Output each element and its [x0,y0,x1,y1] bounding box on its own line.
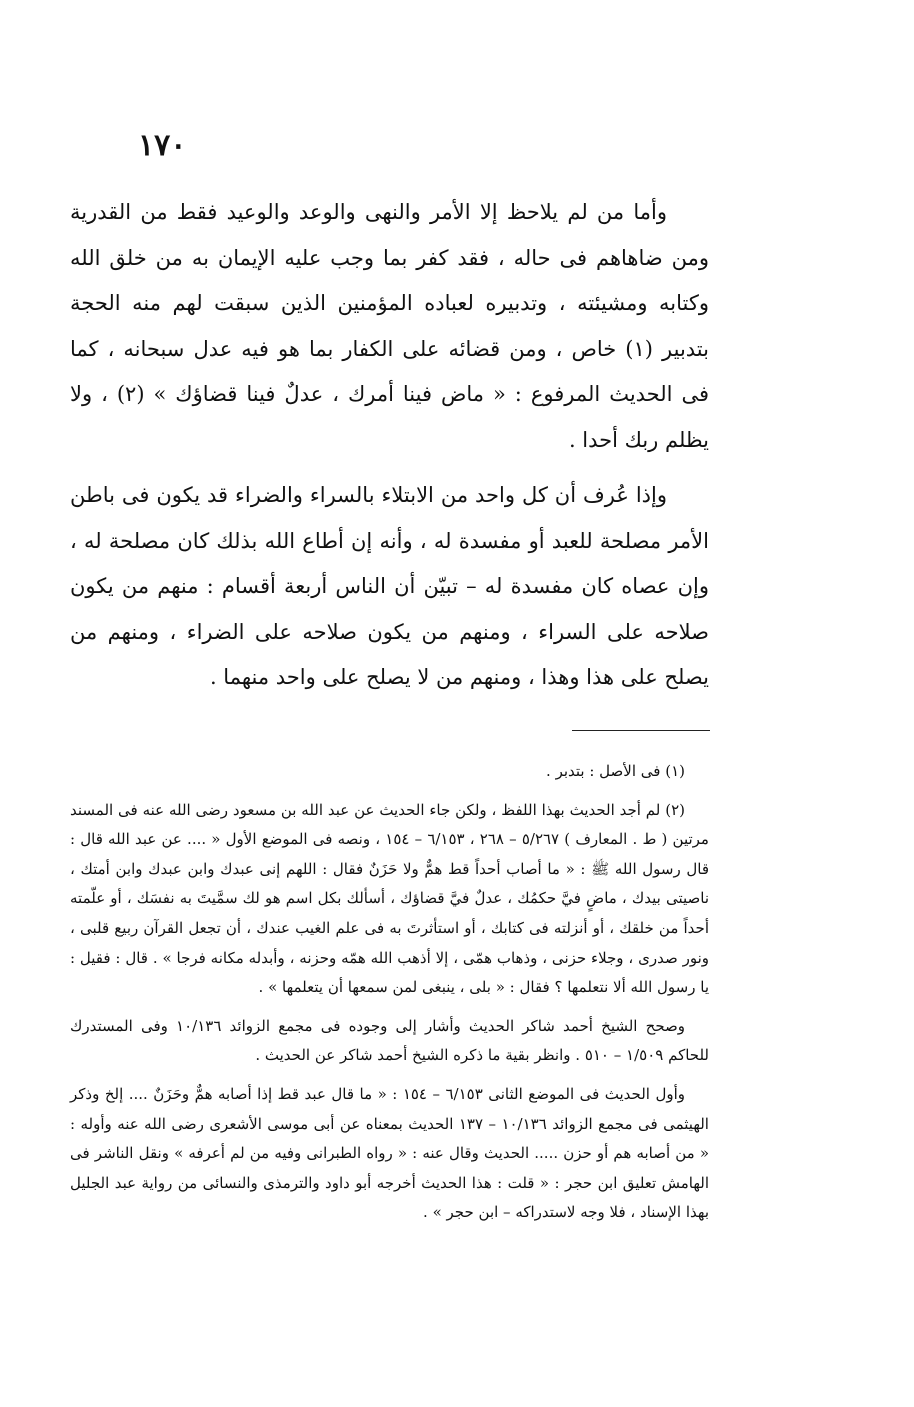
footnote-1: (١) فى الأصل : بتدبر . [546,762,685,780]
footnote-2: (٢) لم أجد الحديث بهذا اللفظ ، ولكن جاء الحديث عن عبد الله بن مسعود رضى الله عنه فى المسند مرتين ( ط . المعارف ) ٥/٢٦٧ – ٢٦٨ ، ٦/١٥٣ – ١٥٤ ، ونصه فى الموضع الأول « .... عن عبد الله قال : قال رسول الله ﷺ : « ما أصاب أحداً قط همٌّ ولا حَزَنٌ فقال : اللهم إنى عبدك وابن عبدك وابن أمتك ، ناصيتى بيدك ، ماضٍ فيَّ حكمُك ، عدلٌ فيَّ قضاؤك ، أسألك بكل اسم هو لك سمَّيتَ به نفسَك ، أو علّمته أحداً من خلقك ، أو أنزلته فى كتابك ، أو استأثرتَ به فى علم الغيب عندك ، أن تجعل القرآن ربيع قلبى ، ونور صدرى ، وجلاء حزنى ، وذهاب همّى ، إلا أذهب الله همّه وحزنه ، وأبدله مكانه فرجا » . قال : فقيل : يا رسول الله ألا نتعلمها ؟ فقال : « بلى ، ينبغى لمن سمعها أن يتعلمها » . [70,800,709,997]
footnote-2-continuation: وصحح الشيخ أحمد شاكر الحديث وأشار إلى وجوده فى مجمع الزوائد ١٠/١٣٦ وفى المستدرك للحاكم ١/٥٠٩ – ٥١٠ . وانظر بقية ما ذكره الشيخ أحمد شاكر عن الحديث . [70,1016,709,1065]
footnote-divider [572,730,710,731]
main-paragraph: وإذا عُرف أن كل واحد من الابتلاء بالسراء والضراء قد يكون فى باطن الأمر مصلحة للعبد أو مفسدة له ، وأنه إن أطاع الله بذلك كان مصلحة له ، وإن عصاه كان مفسدة له – تبيّن أن الناس أربعة أقسام : منهم من يكون صلاحه على السراء ، ومنهم من يكون صلاحه على الضراء ، ومنهم من يصلح على هذا وهذا ، ومنهم من لا يصلح على واحد منهما . [70,483,709,689]
footnote-2-continuation: وأول الحديث فى الموضع الثانى ٦/١٥٣ – ١٥٤ : « ما قال عبد قط إذا أصابه همٌّ وحَزَنٌ .... إلخ وذكر الهيثمى فى مجمع الزوائد ١٠/١٣٦ – ١٣٧ الحديث بمعناه عن أبى موسى الأشعرى رضى الله عنه وأوله : « من أصابه هم أو حزن ..... الحديث وقال عنه : « رواه الطبرانى وفيه من لم أعرفه » ونقل الناشر فى الهامش تعليق ابن حجر : « قلت : هذا الحديث أخرجه أبو داود والترمذى والنسائى من رواية عبد الجليل بهذا الإسناد ، فلا وجه لاستدراكه – ابن حجر » . [70,1084,709,1222]
main-paragraph: وأما من لم يلاحظ إلا الأمر والنهى والوعد والوعيد فقط من القدرية ومن ضاهاهم فى حاله ، فقد كفر بما وجب عليه الإيمان به من خلق الله وكتابه ومشيئته ، وتدبيره لعباده المؤمنين الذين سبقت لهم منه الحجة بتدبير (١) خاص ، ومن قضائه على الكفار بما هو فيه عدل سبحانه ، كما فى الحديث المرفوع : « ماض فينا أمرك ، عدلٌ فينا قضاؤك » (٢) ، ولا يظلم ربك أحدا . [70,200,709,452]
main-text [70,190,709,701]
footnotes [70,757,709,1228]
page-number: ١٧٠ [138,128,187,163]
